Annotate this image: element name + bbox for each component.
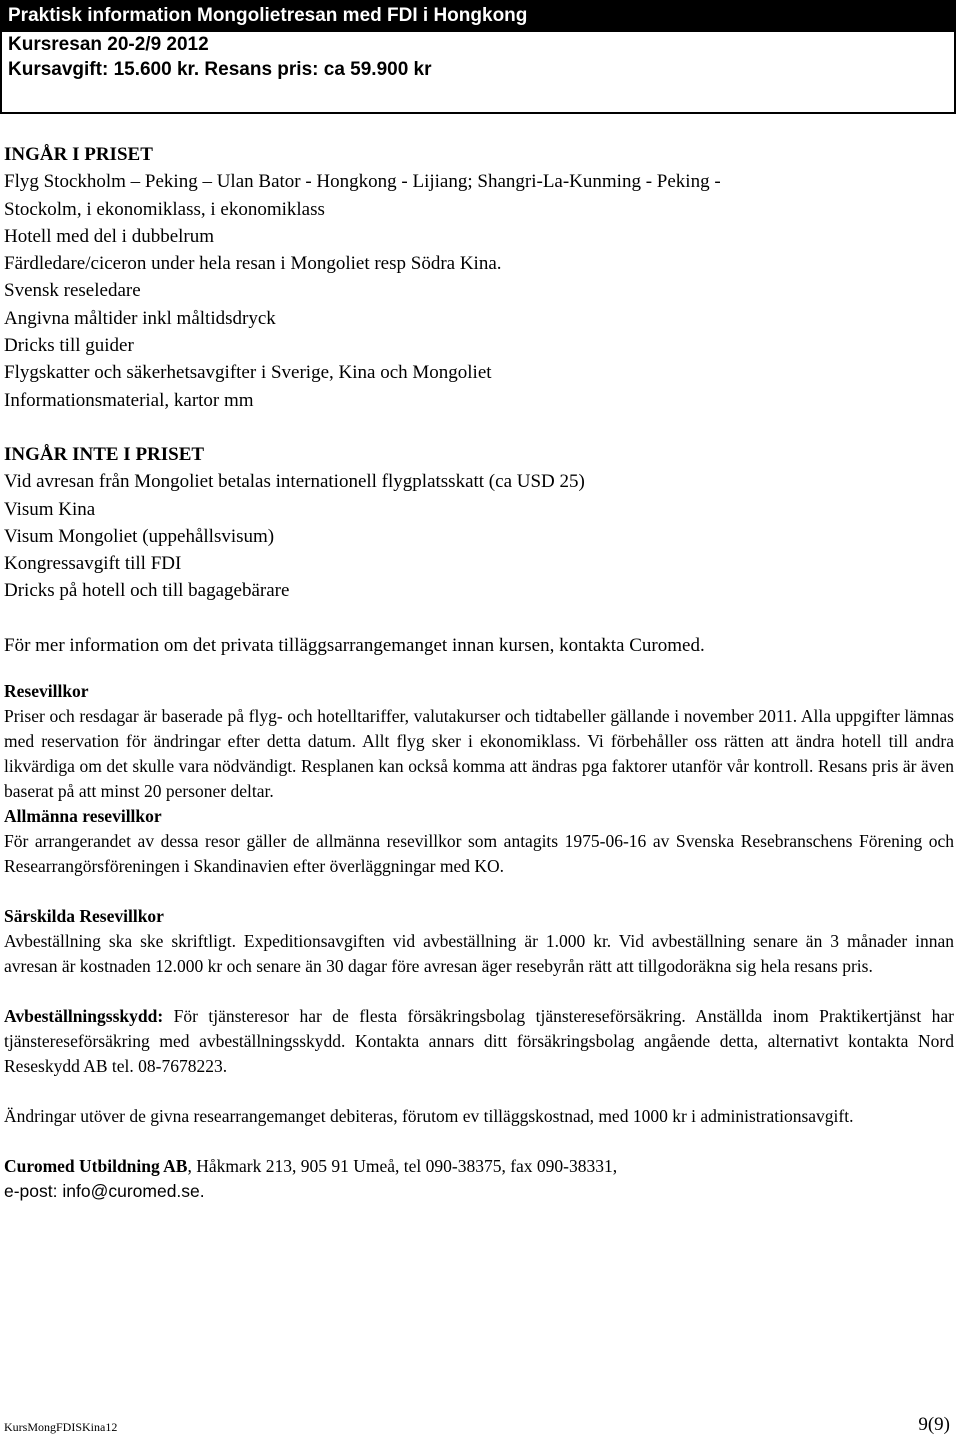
document-body [4, 141, 954, 1204]
included-item: Informationsmaterial, kartor mm [4, 389, 254, 411]
general-terms-text: För arrangerandet av dessa resor gäller de allmänna resevillkor som antagits 1975-06-16 av Svenska Resebranschens Förening och Researrangörsföreningen i Skandinavien efter överläggningar med KO. [4, 831, 954, 877]
included-item: Dricks till guider [4, 335, 134, 357]
included-item: Färdledare/ciceron under hela resan i Mongoliet resp Södra Kina. [4, 253, 502, 275]
included-heading: INGÅR I PRISET [4, 144, 153, 165]
not-included-item: Vid avresan från Mongoliet betalas internationell flygplatsskatt (ca USD 25) [4, 471, 585, 493]
not-included-item: Kongressavgift till FDI [4, 553, 182, 575]
included-item: Stockolm, i ekonomiklass, i ekonomiklass [4, 198, 325, 220]
course-fee: Kursavgift: 15.600 kr. Resans pris: ca 59.900 kr [8, 59, 432, 80]
company-address: , Håkmark 213, 905 91 Umeå, tel 090-38375, fax 090-38331, [187, 1156, 618, 1177]
special-terms-text: Avbeställning ska ske skriftligt. Expeditionsavgiften vid avbeställning är 1.000 kr. Vid avbeställning senare än 3 månader innan avresan är kostnaden 12.000 kr och senare än 30 dagar före avresan äger resebyrån rätt att tillgodoräkna sig hela resans pris. [4, 931, 954, 977]
included-item: Flyg Stockholm – Peking – Ulan Bator - Hongkong - Lijiang; Shangri-La-Kunming - Peking - [4, 171, 721, 193]
included-item: Svensk reseledare [4, 280, 141, 302]
included-item: Hotell med del i dubbelrum [4, 225, 215, 247]
travel-terms-heading: Resevillkor [4, 681, 89, 702]
cancellation-text: För tjänsteresor har de flesta försäkringsbolag tjänstereseförsäkring. Anställda inom Praktikertjänst har tjänstereseförsäkring med avbeställningsskydd. Kontakta annars ditt försäkringsbolag angående detta, alternativt kontakta Nord Reseskydd AB tel. 08-7678223. [4, 1006, 954, 1077]
page-number: 9(9) [918, 1414, 950, 1435]
included-item: Angivna måltider inkl måltidsdryck [4, 307, 276, 329]
contact-line [4, 1154, 954, 1179]
cancellation-paragraph [4, 1004, 954, 1079]
not-included-item: Dricks på hotell och till bagagebärare [4, 580, 290, 602]
company-name: Curomed Utbildning AB [4, 1156, 188, 1177]
general-terms-heading: Allmänna resevillkor [4, 806, 162, 827]
footer-filename: KursMongFDISKina12 [4, 1420, 118, 1434]
contact-email[interactable]: e-post: info@curomed.se. [4, 1181, 205, 1202]
not-included-heading: INGÅR INTE I PRISET [4, 443, 205, 465]
header-box [0, 0, 956, 114]
changes-text: Ändringar utöver de givna researrangemanget debiteras, förutom ev tilläggskostnad, med 1000 kr i administrationsavgift. [4, 1106, 854, 1127]
not-included-item: Visum Kina [4, 498, 96, 520]
special-terms-heading: Särskilda Resevillkor [4, 906, 164, 927]
travel-terms-text: Priser och resdagar är baserade på flyg- och hotelltariffer, valutakurser och tidtabeller gällande i november 2011. Alla uppgifter lämnas med reservation för ändringar efter detta datum. Allt flyg sker i ekonomiklass. Vi förbehåller oss rätten att ändra hotell till andra likvärdiga om det skulle vara nödvändigt. Resplanen kan också komma att ändras pga faktorer utanför vår kontroll. Resans pris är även baserat på att minst 20 personer deltar. [4, 706, 954, 802]
not-included-item: Visum Mongoliet (uppehållsvisum) [4, 525, 275, 547]
more-info-text: För mer information om det privata tilläggsarrangemanget innan kursen, kontakta Curomed. [4, 634, 705, 656]
document-title: Praktisk information Mongolietresan med FDI i Hongkong [2, 2, 954, 32]
included-item: Flygskatter och säkerhetsavgifter i Sverige, Kina och Mongoliet [4, 362, 492, 384]
course-dates: Kursresan 20-2/9 2012 [8, 34, 209, 55]
cancellation-label: Avbeställningsskydd: [4, 1006, 164, 1027]
